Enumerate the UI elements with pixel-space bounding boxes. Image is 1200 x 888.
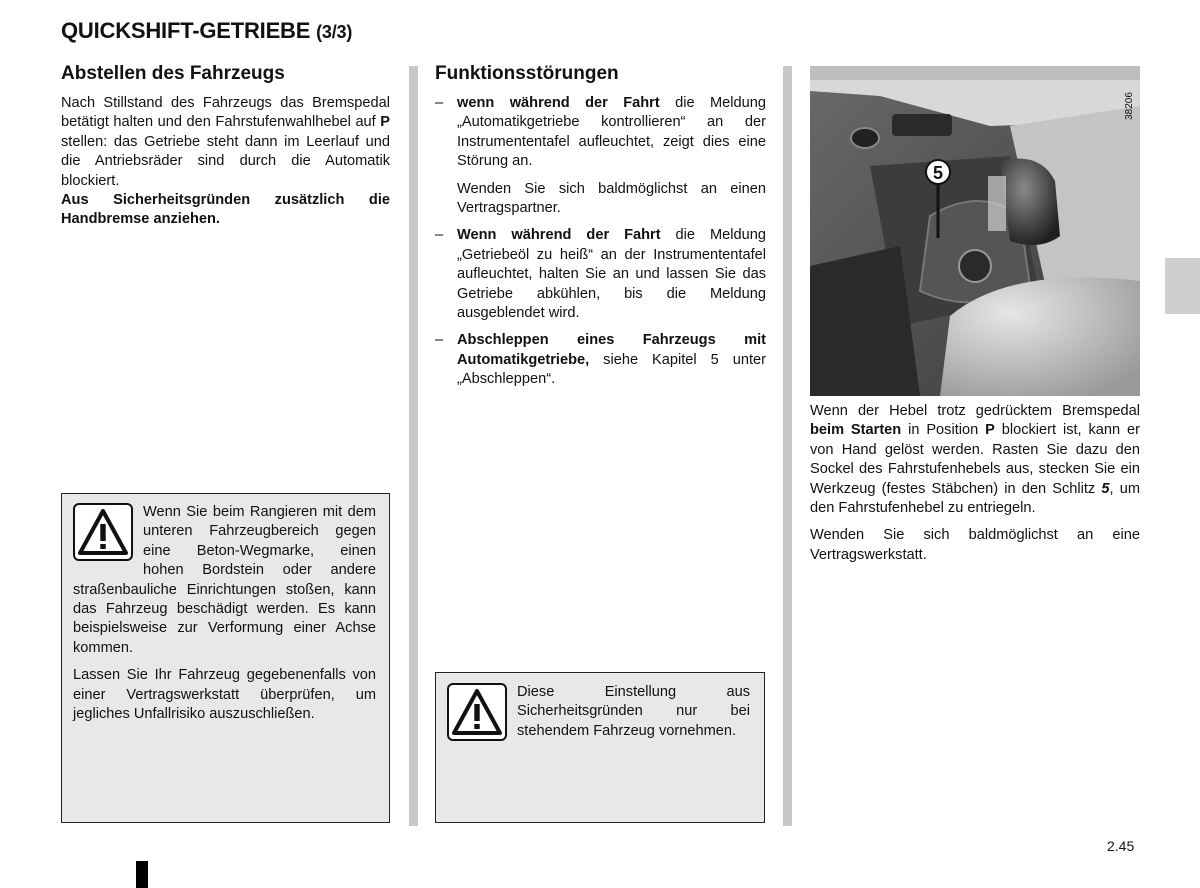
middle-list-wrap [435,94,766,398]
page-title [61,18,352,44]
dash-marker: – [435,227,444,244]
right-para1-a: Wenn der Hebel trotz gedrücktem Bremspedal [810,403,1140,419]
middle-heading: Funktionsstörungen [435,63,619,84]
gear-lever-illustration [810,66,1140,396]
column-divider-left [409,66,418,826]
page-number: 2.45 [1107,838,1135,854]
right-text [810,402,1140,565]
gear-lever-photo [810,66,1140,396]
page-title-suffix: (3/3) [316,22,353,42]
left-heading: Abstellen des Fahrzeugs [61,63,285,84]
left-warning-text1: Wenn Sie beim Rangieren mit dem unteren Fahrzeugbereich gegen eine Beton-Wegmarke, einen hohen Bordstein oder andere straßenbauliche Einrichtungen stoßen, kann das Fahrzeug beschädigt werden. Es kann beispielsweise zur Verformung einer Achse kommen. [73,504,376,656]
dash-marker: – [435,332,444,349]
item-bold: Wenn während der Fahrt [457,227,661,244]
list-item [435,94,766,218]
middle-warning-box [435,672,765,823]
dash-marker: – [435,95,444,111]
right-para1-g: , um den Fahrstufenhebel zu entriegeln. [810,480,1140,517]
photo-code: 38206 [1124,92,1135,120]
chapter-tab-marker [1165,258,1200,314]
right-para1-e: blockiert ist, kann er von Hand gelöst werden. Rasten Sie dazu den Sockel des Fahrstufenhebels aus, stecken Sie ein Werkzeug (festes Stäbchen) in den Schlitz [810,422,1140,497]
right-para2: Wenden Sie sich baldmöglichst an eine Vertragswerkstatt. [810,527,1140,563]
left-paragraph [61,94,390,230]
list-item [435,331,766,389]
fault-list [435,94,766,390]
right-para1-f: 5 [1101,480,1110,497]
list-item [435,226,766,323]
left-para-text: Nach Stillstand des Fahrzeugs das Bremspedal betätigt halten und den Fahrstufenwahlhebel auf [61,95,390,131]
left-warning-box [61,493,390,823]
right-para1-b: beim Starten [810,422,902,439]
item-bold: wenn während der Fahrt [457,95,660,111]
left-warning-content [73,503,376,724]
item-bold: Abschleppen eines Fahrzeugs mit Automatikgetriebe, [457,332,766,368]
right-para1-c: in Position [901,422,986,439]
middle-warning-content [447,683,750,741]
warning-triangle-icon [447,683,507,741]
item-text: die Meldung „Automatikgetriebe kontrollieren“ an der Instrumententafel aufleuchtet, zeigt dies eine Störung an. [457,95,766,170]
photo-callout-label: 5 [932,163,944,183]
left-para-bold: Aus Sicherheitsgründen zusätzlich die Handbremse anziehen. [61,192,390,228]
column-divider-right [783,66,792,826]
item-text: siehe Kapitel 5 unter „Abschleppen“. [457,351,766,388]
warning-triangle-icon [73,503,133,561]
left-para-text2: stellen: das Getriebe steht dann im Leerlauf und die Antriebsräder sind durch die Automatik blockiert. [61,133,390,189]
left-para-p: P [380,114,390,131]
footer-bar [136,861,148,888]
item-text: die Meldung „Getriebeöl zu heiß“ an der Instrumententafel aufleuchtet, halten Sie an und lassen Sie das Getriebe abkühlen, bis die Meldung ausgeblendet wird. [457,227,766,322]
page-title-text: QUICKSHIFT-GETRIEBE [61,18,311,43]
right-para1-d: P [985,422,995,439]
left-warning-text2: Lassen Sie Ihr Fahrzeug gegebenenfalls von einer Vertragswerkstatt überprüfen, um jegliches Unfallrisiko auszuschließen. [73,667,376,723]
middle-warning-text: Diese Einstellung aus Sicherheitsgründen nur bei stehendem Fahrzeug vornehmen. [517,684,750,739]
right-para1 [810,402,1140,518]
item-followup: Wenden Sie sich baldmöglichst an einen Vertragspartner. [457,180,766,217]
